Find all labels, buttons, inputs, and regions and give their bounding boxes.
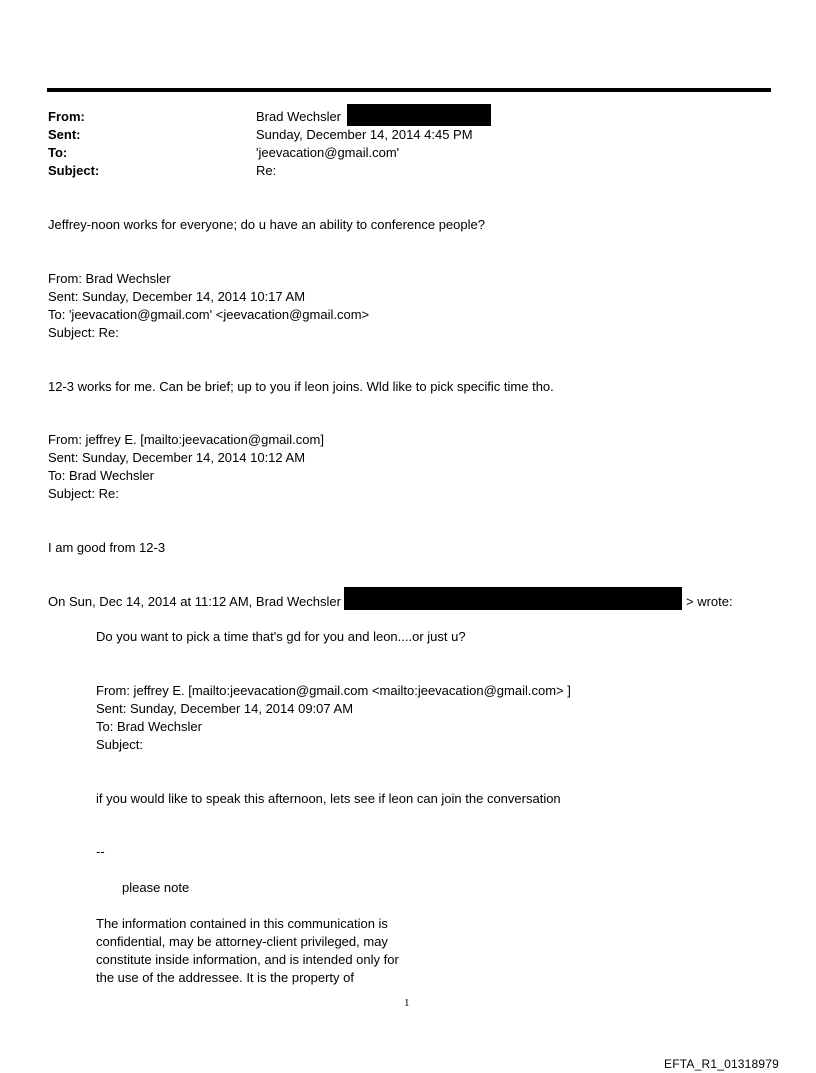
redaction-box: [347, 104, 491, 126]
nested-subject: Subject:: [96, 737, 143, 752]
quote1-sent: Sent: Sunday, December 14, 2014 10:17 AM: [48, 289, 306, 304]
quote2-sent: Sent: Sunday, December 14, 2014 10:12 AM: [48, 450, 306, 465]
disclaimer-line: confidential, may be attorney-client privileged, may: [96, 934, 388, 949]
on-line-suffix: > wrote:: [686, 594, 733, 609]
quote2-from: From: jeffrey E. [mailto:jeevacation@gmail.com]: [48, 432, 324, 447]
from-value: Brad Wechsler: [256, 109, 342, 124]
nested-from: From: jeffrey E. [mailto:jeevacation@gmail.com <mailto:jeevacation@gmail.com> ]: [96, 683, 571, 698]
quote2-body: I am good from 12-3: [48, 540, 166, 555]
document-id: EFTA_R1_01318979: [664, 1057, 780, 1071]
nested-sent: Sent: Sunday, December 14, 2014 09:07 AM: [96, 701, 354, 716]
page-number: 1: [404, 997, 410, 1009]
subject-value: Re:: [256, 163, 277, 178]
header-rule: [47, 88, 771, 92]
signature-dash: --: [96, 844, 105, 859]
from-label: From:: [48, 109, 85, 124]
quote2-subject: Subject: Re:: [48, 486, 119, 501]
quote1-subject: Subject: Re:: [48, 325, 119, 340]
disclaimer-line: constitute inside information, and is intended only for: [96, 952, 399, 967]
please-note: please note: [122, 880, 190, 895]
quote1-from: From: Brad Wechsler: [48, 271, 171, 286]
body-line: Jeffrey-noon works for everyone; do u have an ability to conference people?: [48, 217, 485, 232]
nested-question: Do you want to pick a time that's gd for you and leon....or just u?: [96, 629, 466, 644]
disclaimer-line: the use of the addressee. It is the property of: [96, 970, 354, 985]
nested-body: if you would like to speak this afternoon, lets see if leon can join the conversation: [96, 791, 561, 806]
quote1-body: 12-3 works for me. Can be brief; up to you if leon joins. Wld like to pick specific time tho.: [48, 379, 554, 394]
on-line-prefix: On Sun, Dec 14, 2014 at 11:12 AM, Brad Wechsler: [48, 594, 341, 609]
subject-label: Subject:: [48, 163, 100, 178]
sent-label: Sent:: [48, 127, 81, 142]
quote2-to: To: Brad Wechsler: [48, 468, 154, 483]
nested-to: To: Brad Wechsler: [96, 719, 202, 734]
sent-value: Sunday, December 14, 2014 4:45 PM: [256, 127, 473, 142]
quote1-to: To: 'jeevacation@gmail.com' <jeevacation@gmail.com>: [48, 307, 370, 322]
redaction-box: [344, 587, 682, 610]
disclaimer-line: The information contained in this communication is: [96, 916, 388, 931]
to-value: 'jeevacation@gmail.com': [256, 145, 400, 160]
to-label: To:: [48, 145, 68, 160]
